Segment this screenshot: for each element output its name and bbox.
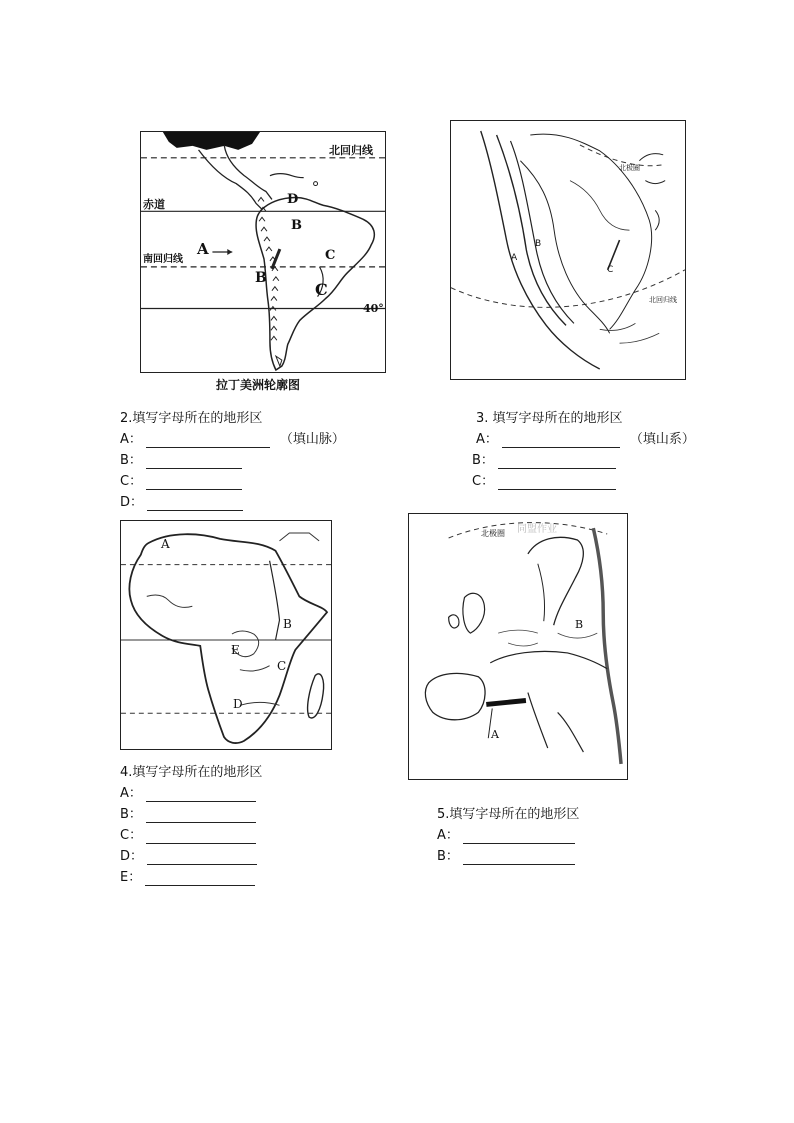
label-d: D [287,192,299,207]
europe-map [408,513,628,780]
label-a: A [491,728,499,741]
q4-title: 4.填写字母所在的地形区 [120,765,263,780]
q2-answer-a[interactable] [146,434,270,448]
latin-america-caption: 拉丁美洲轮廓图 [216,378,301,392]
q2-key-c: C： [120,474,143,489]
label-d: D [233,697,243,711]
north-america-map [450,120,686,380]
q2-key-d: D： [120,495,144,510]
tropic-north-label: 北回归线 [329,144,373,157]
equator-label: 赤道 [143,198,165,211]
q2-row-c [120,474,242,490]
q4-answer-d[interactable] [147,851,257,865]
q3-answer-c[interactable] [498,476,616,490]
north-america-outline [451,121,685,379]
q5-title: 5.填写字母所在的地形区 [437,807,580,822]
latitude-40-label: 40° [363,302,384,315]
q4-answer-a[interactable] [146,788,256,802]
q2-answer-c[interactable] [146,476,242,490]
q2-hint-a: （填山脉） [279,432,345,447]
q4-key-a: A： [120,786,142,801]
label-a: A [161,537,170,551]
q5-answer-a[interactable] [463,830,575,844]
q2-key-b: B： [120,453,142,468]
q4-row-d [120,849,257,865]
q4-key-c: C： [120,828,143,843]
label-b: B [575,618,584,631]
europe-outline [409,514,627,779]
q3-row-a [476,432,695,448]
q2-answer-b[interactable] [146,455,242,469]
q5-key-a: A： [437,828,459,843]
q2-row-a [120,432,345,448]
label-c: C [325,248,336,263]
africa-map [120,520,332,750]
arctic-circle-label: 北极圈 [481,529,505,538]
q4-row-e [120,870,255,886]
latin-america-map [140,131,386,373]
label-a: A [197,240,209,258]
q3-key-b: B： [472,453,494,468]
label-b: B [535,239,542,249]
q4-key-d: D： [120,849,144,864]
q4-key-e: E： [120,870,142,885]
label-b2: B [291,218,302,233]
label-e: E [231,643,240,657]
arctic-circle-label: 北极圈 [619,164,640,172]
label-c: C [607,265,614,275]
q2-answer-d[interactable] [147,497,243,511]
tropic-south-label: 南回归线 [143,254,183,265]
q2-row-d [120,495,243,511]
q4-answer-b[interactable] [146,809,256,823]
q3-answer-a[interactable] [502,434,620,448]
q4-row-c [120,828,256,844]
africa-outline [121,521,331,749]
watermark-label: 同盟作业 [517,524,557,535]
q2-row-b [120,453,242,469]
q5-row-b [437,849,575,865]
q3-key-a: A： [476,432,498,447]
label-b: B [255,270,267,286]
q4-answer-e[interactable] [145,872,255,886]
label-c: C [277,659,287,673]
q3-title: 3. 填写字母所在的地形区 [476,411,623,426]
q3-key-c: C： [472,474,495,489]
q2-key-a: A： [120,432,142,447]
q3-hint-a: （填山系） [629,432,695,447]
q5-answer-b[interactable] [463,851,575,865]
q5-key-b: B： [437,849,459,864]
label-a: A [511,253,518,263]
label-c2: C [315,280,328,299]
q2-title: 2.填写字母所在的地形区 [120,411,263,426]
q4-key-b: B： [120,807,142,822]
q5-row-a [437,828,575,844]
q4-row-b [120,807,256,823]
q4-row-a [120,786,256,802]
label-b: B [283,617,292,631]
q4-answer-c[interactable] [146,830,256,844]
tropic-label: 北回归线 [649,296,677,304]
q3-answer-b[interactable] [498,455,616,469]
q3-row-c [472,474,616,490]
q3-row-b [472,453,616,469]
